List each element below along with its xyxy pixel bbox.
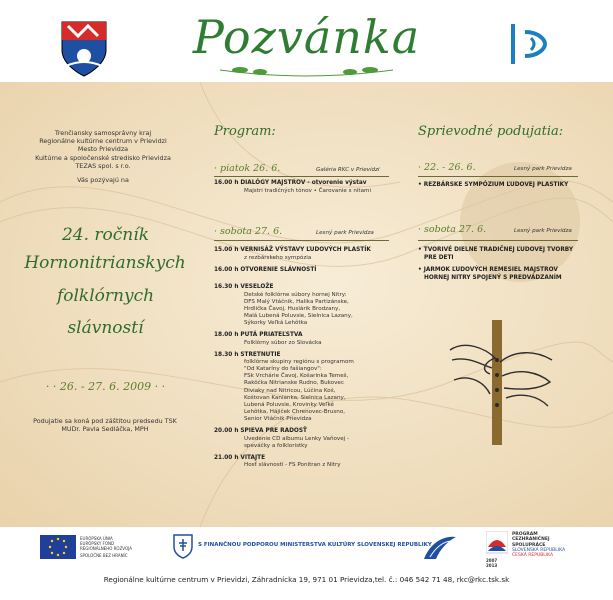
- event-time: 21.00 h: [214, 454, 239, 461]
- program-years: [486, 559, 497, 568]
- organizer-line: Kultúrne a spoločenské stredisko Prievidza: [35, 153, 171, 162]
- event-name: SPIEVA PRE RADOSŤ: [240, 428, 307, 434]
- event-detail: Senior Vtáčnik Prievidza: [244, 415, 312, 422]
- event-time: 20.00 h: [214, 428, 239, 434]
- program-text-line: CEZHRANIČNEJ: [512, 537, 550, 543]
- event-time: 16.00 h: [214, 180, 239, 186]
- edition-text: 24. ročník: [61, 225, 149, 245]
- eu-text-line: REGIONÁLNEHO ROZVOJA: [80, 546, 132, 551]
- ministry-feather-logo-icon: [420, 531, 460, 563]
- year-start: 2007: [486, 558, 498, 563]
- side-item: PRE DETI: [424, 254, 454, 261]
- program-text-line: PROGRAM: [512, 532, 538, 537]
- cross-border-program-logo-icon: [486, 531, 508, 557]
- side-item: TVORIVÉ DIELNE TRADIČNEJ ĽUDOVEJ TVORBY: [423, 247, 574, 253]
- eu-text: [80, 536, 132, 558]
- eu-text-line: EURÓPSKA ÚNIA: [80, 536, 113, 541]
- event-name: VESELOŽE: [240, 284, 274, 291]
- event-detail: speváčky a folkloristky: [244, 442, 308, 449]
- side-item: HORNEJ NITRY SPOJENÝ S PREDVÁDZANÍM: [424, 274, 562, 281]
- side-second-items: • TVORIVÉ DIELNE TRADIČNEJ ĽUDOVEJ TVORBY PRE DETI • JARMOK ĽUDOVÝCH REMESIEL MAJSTROV HORNEJ NITRY SPOJENÝ S PREDVÁDZANÍM: [418, 247, 598, 282]
- organizer-line: Trenčiansky samosprávny kraj: [54, 129, 152, 137]
- event-time: 15.00 h: [214, 247, 239, 253]
- event-time: 16.00 h: [214, 266, 239, 273]
- event-detail: "Od Kataríny do fašiangov":: [244, 366, 322, 373]
- footer-contact: Regionálne kultúrne centrum v Prievidzi, Záhradnícka 19, 971 01 Prievidza,tel. č.: 046 542 71 48, rkc@rkc.tsk.sk: [103, 575, 510, 584]
- slovak-emblem-icon: [172, 533, 194, 559]
- event-name: PUTÁ PRIATEĽSTVA: [240, 332, 303, 339]
- event-detail: Koštovan Kanianka, Sielnica Lazany,: [244, 394, 346, 401]
- side-first-date: · 22. - 26. 6.: [418, 162, 476, 173]
- organizer-line: Mesto Prievidza: [77, 145, 129, 154]
- event-detail: Hrdlička Čavoj, Huslárik Brodzany,: [244, 305, 341, 312]
- divider: [418, 240, 578, 241]
- patronage: [20, 417, 190, 433]
- event-detail: Lubená Poluvsie, Krovinky Veľké: [244, 401, 334, 408]
- eu-slogan: SPOLOČNE BEZ HRANÍC: [80, 553, 128, 558]
- event-detail: Malá Lubená Poluvsie, Sielnica Lazany,: [244, 312, 353, 319]
- event-detail: Detské folklórne súbory hornej Nitry:: [244, 291, 347, 298]
- side-item: JARMOK ĽUDOVÝCH REMESIEL MAJSTROV: [423, 267, 558, 273]
- divider: [418, 176, 578, 177]
- side-second-date: · sobota 27. 6.: [418, 224, 487, 235]
- friday-date: · piatok 26. 6.: [214, 163, 281, 174]
- divider: [214, 240, 389, 241]
- program-heading: Program:: [214, 124, 276, 139]
- event-detail: Uvedenie CD albumu Lenky Vaňovej -: [244, 435, 350, 442]
- event-detail: Hosť slávností - FS Ponitran z Nitry: [244, 462, 341, 469]
- event-name: OTVORENIE SLÁVNOSTÍ: [240, 266, 317, 273]
- eu-text-line: EURÓPSKY FOND: [80, 541, 115, 546]
- organizers-list: [28, 129, 178, 184]
- event-time: 18.00 h: [214, 332, 239, 339]
- event-detail: FSk Vrchárie Čavoj, Košarinka Temeš,: [244, 373, 349, 380]
- event-detail: Majstri tradičných tónov • Čarovanie s nitami: [244, 187, 372, 194]
- program-text-line: SPOLUPRÁCE: [512, 542, 546, 548]
- side-first-items: • REZBÁRSKE SYMPÓZIUM ĽUDOVEJ PLASTIKY: [418, 182, 569, 188]
- side-events-heading: Sprievodné podujatia:: [418, 124, 564, 139]
- event-detail: DFS Malý Vtáčnik, Halika Partizánske,: [244, 298, 349, 305]
- event-time: 16.30 h: [214, 284, 239, 291]
- side-first-venue: Lesný park Prievidza: [514, 166, 572, 172]
- ministry-text: S FINANČNOU PODPOROU MINISTERSTVA KULTÚRY SLOVENSKEJ REPUBLIKY: [198, 542, 432, 548]
- saturday-date: · sobota 27. 6.: [214, 226, 283, 237]
- eu-flag-icon: [40, 535, 76, 559]
- organizer-line: TEZAS spol. s r.o.: [75, 161, 131, 170]
- event-name: STRETNUTIE: [240, 351, 281, 358]
- event-detail: Lehôtka, Hájiček Chrenovec-Brusno,: [244, 408, 346, 415]
- saturday-events: [214, 247, 404, 469]
- festival-name-line1: Hornonitrianskych: [24, 253, 186, 273]
- program-text: [512, 532, 565, 558]
- saturday-venue: Lesný park Prievidza: [316, 230, 374, 236]
- patronage-line: MUDr. Pavla Sedláčka, MPH: [61, 425, 149, 434]
- event-time: 18.30 h: [214, 351, 239, 358]
- friday-events: [214, 180, 399, 195]
- event-detail: folklórne skupiny regiónu s programom: [244, 359, 354, 366]
- page-title: Pozvánka: [192, 10, 421, 64]
- invite-text: Vás pozývajú na: [77, 176, 129, 185]
- patronage-line: Podujatie sa koná pod záštitou predsedu TSK: [33, 417, 177, 425]
- festival-name-line2: folklórnych: [56, 286, 155, 306]
- event-detail: Rakôčka Nitrianske Rudno, Bukovec: [244, 380, 344, 387]
- event-detail: z rezbárskeho sympózia: [244, 254, 312, 261]
- festival-name-line3: slávností: [67, 318, 144, 338]
- year-end: 2013: [486, 562, 498, 568]
- side-item: REZBÁRSKE SYMPÓZIUM ĽUDOVEJ PLASTIKY: [423, 182, 569, 188]
- event-name: DIALÓGY MAJSTROV - otvorenie výstav: [240, 180, 367, 186]
- sponsor-logos: [0, 527, 613, 575]
- organizer-line: Regionálne kultúrne centrum v Prievidzi: [39, 137, 167, 146]
- divider: [214, 176, 389, 177]
- event-detail: Diviaky nad Nitricou, Lúčina Koš,: [244, 387, 336, 394]
- festival-dates: · · 26. - 27. 6. 2009 · ·: [45, 380, 166, 393]
- side-second-venue: Lesný park Prievidza: [514, 228, 572, 234]
- title-ornament: [200, 60, 413, 80]
- event-name: VITAJTE: [240, 454, 266, 461]
- republic-line: ČESKÁ REPUBLIKA: [512, 553, 554, 559]
- republic-line: SLOVENSKÁ REPUBLIKA: [512, 547, 566, 553]
- event-detail: Folklórny súbor zo Slovácka: [244, 339, 322, 346]
- friday-venue: Galéria RKC v Prievidzi: [316, 167, 380, 173]
- flute-player-hands-illustration: [440, 320, 560, 450]
- event-name: VERNISÁŽ VÝSTAVY ĽUDOVÝCH PLASTÍK: [240, 247, 371, 253]
- event-detail: Sýkorky Veľká Lehôtka: [244, 319, 308, 326]
- rkc-logo-icon: [505, 18, 553, 70]
